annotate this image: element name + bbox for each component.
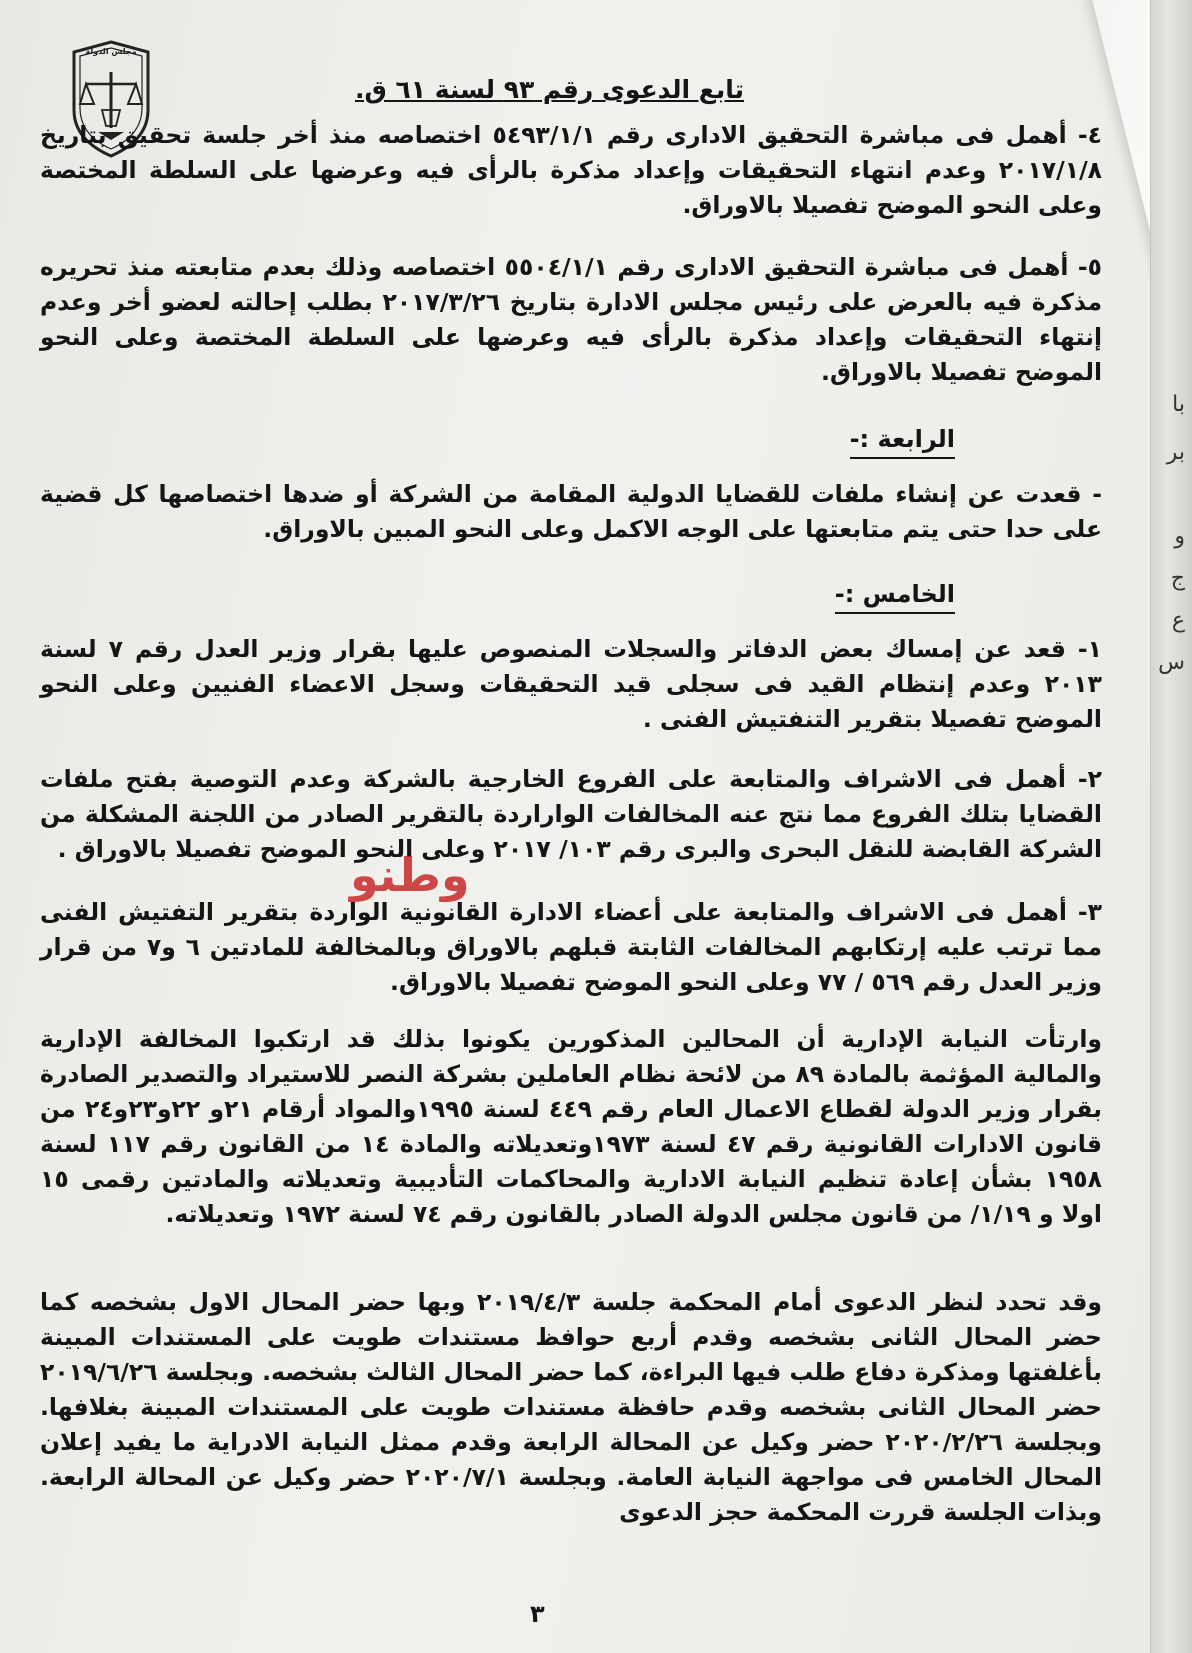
paragraph-fourth-1: - قعدت عن إنشاء ملفات للقضايا الدولية المقامة من الشركة أو ضدها اختصاصها كل قضية على حدا حتى يتم متابعتها على الوجه الاكمل وعلى النحو المبين بالاوراق. — [40, 480, 1102, 543]
paragraph-item-4: ٤- أهمل فى مباشرة التحقيق الادارى رقم ٥٤٩٣/١/١ اختصاصه منذ أخر جلسة تحقيق بتاريخ ٢٠١٧/١/٨ وعدم انتهاء التحقيقات وإعداد مذكرة بالرأى فيه وعرضها على السلطة المختصة وعلى النحو الموضح تفصيلا بالاوراق. — [40, 121, 1102, 219]
page-number: ٣ — [530, 1600, 545, 1628]
case-header: تابع الدعوى رقم ٩٣ لسنة ٦١ ق. — [354, 75, 744, 104]
edge-glyph: ج — [1170, 566, 1185, 591]
paragraph-item-5: ٥- أهمل فى مباشرة التحقيق الادارى رقم ٥٥٠٤/١/١ اختصاصه وذلك بعدم متابعته منذ تحريره مذكرة فيه بالعرض على رئيس مجلس الادارة بتاريخ ٢٠١٧/٣/٢٦ بطلب إحالته لعضو أخر وعدم إنتهاء التحقيقات وإعداد مذكرة بالرأى فيه وعرضها على السلطة المختصة وعلى النحو الموضح تفصيلا بالاوراق. — [40, 253, 1103, 386]
edge-glyph: و — [1174, 524, 1185, 549]
logo-caption: مجلس الدولة — [85, 47, 137, 56]
heading-fifth-defendant: الخامس :- — [835, 580, 955, 614]
paragraph-fifth-1: ١- قعد عن إمساك بعض الدفاتر والسجلات المنصوص عليها بقرار وزير العدل رقم ٧ لسنة ٢٠١٣ وعدم إنتظام القيد فى سجلى قيد التحقيقات وسجل الاعضاء الفنيين وعلى النحو الموضح تفصيلا بتقرير التنفتيش الفنى . — [40, 635, 1102, 733]
edge-glyph: بر — [1166, 440, 1185, 465]
paragraph-conclusion: وارتأت النيابة الإدارية أن المحالين المذكورين يكونوا بذلك قد ارتكبوا المخالفة الإدارية والمالية المؤثمة بالمادة ٨٩ من لائحة نظام العاملين بشركة النصر للاستيراد والتصدير الصادرة بقرار وزير الدولة لقطاع الاعمال العام رقم ٤٤٩ لسنة ١٩٩٥والمواد أرقام ٢١و ٢٢و٢٣و٢٤ من قانون الادارات القانونية رقم ٤٧ لسنة ١٩٧٣وتعديلاته والمادة ١٤ من القانون رقم ١١٧ لسنة ١٩٥٨ بشأن إعادة تنظيم النيابة الادارية والمحاكمات التأديبية وتعديلاته والمادتين رقمى ١٥ اولا و ١/١٩/ من قانون مجلس الدولة الصادر بالقانون رقم ٧٤ لسنة ١٩٧٢ وتعديلاته. — [40, 1025, 1103, 1228]
paragraph-fifth-3: ٣- أهمل فى الاشراف والمتابعة على أعضاء الادارة القانونية الواردة بتقرير التفتيش الفنى مما ترتب عليه إرتكابهم المخالفات الثابتة قبلهم بالاوراق وبالمخالفة للمادتين ٦ و٧ من قرار وزير العدل رقم ٥٦٩ / ٧٧ وعلى النحو الموضح تفصيلا بالاوراق. — [40, 898, 1102, 996]
edge-glyph: ع — [1171, 608, 1185, 633]
paragraph-fifth-2: ٢- أهمل فى الاشراف والمتابعة على الفروع الخارجية بالشركة وعدم التوصية بفتح ملفات القضايا بتلك الفروع مما نتج عنه المخالفات الواراردة بالتقرير الصادر من اللجنة المشكلة من الشركة القابضة للنقل البحرى والبرى رقم ١٠٣/ ٢٠١٧ وعلى النحو الموضح تفصيلا بالاوراق . — [40, 765, 1102, 863]
watermark-logo: وطنو — [350, 848, 470, 902]
adjacent-page-edge — [1150, 0, 1192, 1653]
edge-glyph: با — [1172, 392, 1185, 417]
edge-glyph: س — [1158, 650, 1185, 675]
heading-fourth-defendant: الرابعة :- — [850, 425, 955, 459]
paragraph-proceedings: وقد تحدد لنظر الدعوى أمام المحكمة جلسة ٢٠١٩/٤/٣ وبها حضر المحال الاول بشخصه كما حضر المحال الثانى بشخصه وقدم أربع حوافظ مستندات طويت على المستندات المبينة بأغلفتها ومذكرة دفاع طلب فيها البراءة، كما حضر المحال الثالث بشخصه. وبجلسة ٢٠١٩/٦/٢٦ حضر المحال الثانى بشخصه وقدم حافظة مستندات طويت على المستندات المبينة بغلافها. وبجلسة ٢٠٢٠/٢/٢٦ حضر وكيل عن المحالة الرابعة وقدم ممثل النيابة الادراية ما يفيد إعلان المحال الخامس فى مواجهة النيابة العامة. وبجلسة ٢٠٢٠/٧/١ حضر وكيل عن المحالة الرابعة. وبذات الجلسة قررت المحكمة حجز الدعوى — [40, 1288, 1103, 1526]
